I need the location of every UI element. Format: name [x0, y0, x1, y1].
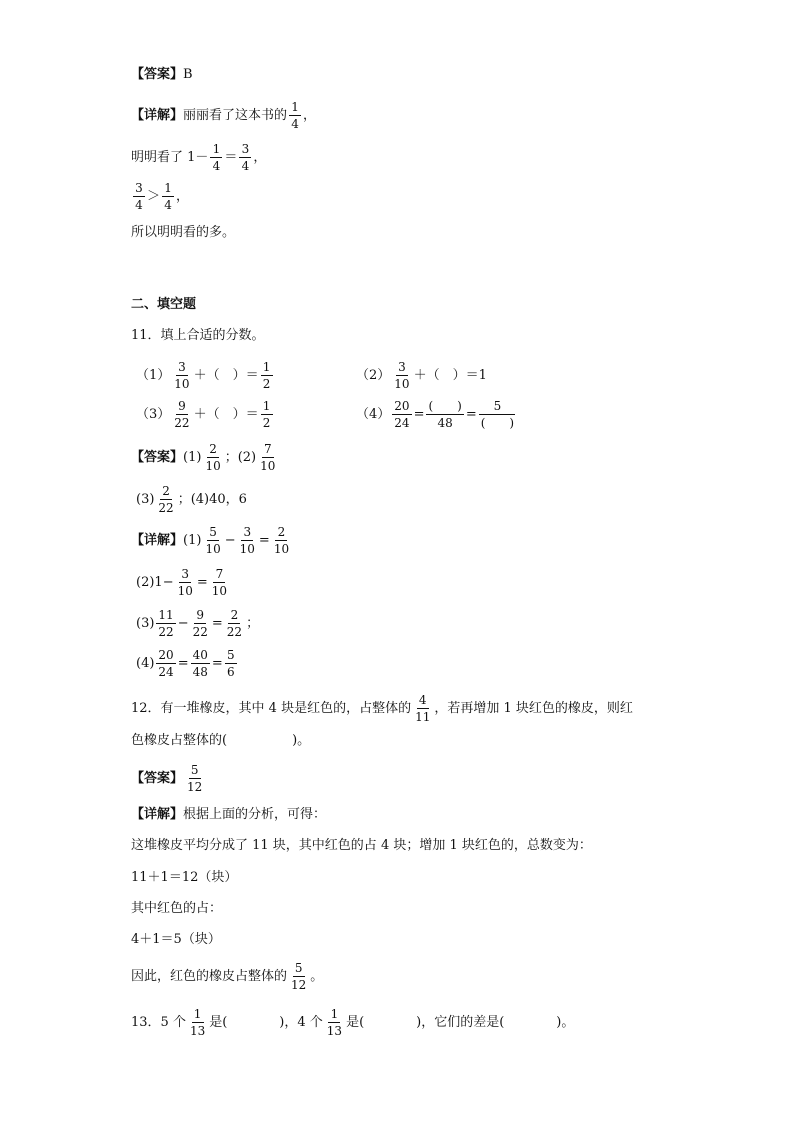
part-label: (3): [136, 492, 155, 508]
answer-tag: 【答案】: [131, 450, 184, 466]
fraction: $\frac{20}{24}$: [394, 399, 410, 431]
punct: 。: [310, 969, 324, 985]
q12-detail-line-6: [131, 961, 323, 993]
part-label: （2）: [356, 368, 391, 384]
detail-tag: 【详解】: [131, 533, 184, 549]
fraction: 5 12: [291, 961, 307, 993]
fraction: 11 22: [158, 608, 174, 640]
part-label: (1): [183, 450, 202, 466]
q11-part-1: [136, 360, 275, 392]
fraction: $\frac{9}{22}$: [192, 608, 208, 640]
fraction: 5 12: [187, 763, 203, 795]
expression: ＋（ ）＝: [193, 407, 259, 423]
q12-stem-line-1: [131, 693, 633, 725]
part-label: (4): [136, 656, 155, 672]
stem-text: ，若再增加 1 块红色的橡皮，则红: [434, 701, 633, 717]
fraction: $\frac{40}{48}$: [192, 648, 208, 680]
part-label: （3）: [136, 407, 171, 423]
fraction: $\frac{5}{6}$: [225, 648, 237, 680]
answer-rest: ；(4)40，6: [177, 492, 247, 508]
separator: ；(2): [224, 450, 257, 466]
equals-sign: =: [413, 407, 425, 423]
expression: ＋（ ）＝: [193, 368, 259, 384]
fraction: $\frac{3}{10}$: [239, 525, 255, 557]
fraction: 1 13: [326, 1007, 343, 1039]
equals-sign: =: [211, 616, 223, 632]
detail-tag: 【详解】: [131, 108, 184, 124]
q11-part-4: [356, 399, 518, 431]
section-title: 二、填空题: [131, 297, 197, 312]
fraction: 4 11: [415, 693, 431, 725]
part-label: (2): [136, 575, 155, 591]
punct: ，: [253, 150, 267, 166]
fraction: 3 4: [239, 142, 251, 174]
q11-detail-line-1: [131, 525, 293, 557]
greater-sign: ＞: [147, 189, 161, 205]
fraction: 3 4: [133, 181, 145, 213]
fraction: 1 2: [261, 399, 273, 431]
q12-detail-line-4: 其中红色的占：: [131, 901, 223, 916]
equals-sign: =: [465, 407, 477, 423]
part-label: （4）: [356, 407, 391, 423]
q12-detail-line-2: 这堆橡皮平均分成了 11 块，其中红色的占 4 块；增加 1 块红色的，总数变为：: [131, 838, 592, 853]
q11-part-2: [356, 360, 487, 392]
fraction: $\frac{2}{10}$: [273, 525, 290, 557]
punct: ；: [246, 616, 260, 632]
fraction: 1 4: [210, 142, 222, 174]
part-label: (3): [136, 616, 155, 632]
fraction: 1 4: [162, 181, 174, 213]
stem-text: 是( )，4 个: [209, 1015, 323, 1031]
fraction: 2 22: [158, 484, 174, 516]
q11-detail-line-3: [136, 608, 259, 640]
fraction: 5 10: [205, 525, 221, 557]
fraction: 7 10: [260, 442, 276, 474]
fraction: 9 22: [174, 399, 190, 431]
q13-stem: [131, 1007, 574, 1039]
detail-text: 根据上面的分析，可得：: [183, 807, 327, 822]
detail-text: 因此，红色的橡皮占整体的: [131, 969, 288, 985]
q10-detail-line-2: [131, 142, 266, 174]
fraction: $\frac{7}{10}$: [211, 567, 228, 599]
q11-answer-line-1: [131, 442, 279, 474]
q11-part-3: [136, 399, 275, 431]
fraction: 1 2: [261, 360, 273, 392]
fraction: 3 10: [394, 360, 410, 392]
answer-tag: 【答案】: [131, 67, 184, 82]
fraction: $\frac{20}{24}$: [158, 648, 174, 680]
q11-detail-line-2: [136, 567, 231, 599]
answer-tag: 【答案】: [131, 771, 184, 787]
fraction: 3 10: [174, 360, 190, 392]
expression: ＋（ ）＝1: [413, 368, 487, 384]
q12-detail-line-5: 4＋1＝5（块）: [131, 932, 221, 947]
punct: ，: [176, 189, 190, 205]
equals-sign: =: [211, 656, 223, 672]
equals-sign: =: [177, 656, 189, 672]
fraction: 1 4: [289, 100, 301, 132]
q12-detail-line-1: [131, 808, 326, 821]
punct: ，: [303, 108, 317, 124]
fraction: $\frac{2}{22}$: [226, 608, 243, 640]
stem-text: 12．有一堆橡皮，其中 4 块是红色的，占整体的: [131, 701, 412, 717]
minus-sign: −: [177, 616, 189, 632]
part-label: (1): [183, 533, 202, 549]
detail-text: 明明看了 1－: [131, 150, 209, 166]
minus-sign: −: [224, 533, 236, 549]
detail-tag: 【详解】: [131, 807, 184, 822]
q10-detail-line-4: [131, 226, 235, 239]
q12-answer-line: [131, 763, 206, 795]
fraction-blank-denominator: 5 ( ): [480, 399, 515, 431]
fraction: 2 10: [205, 442, 221, 474]
answer-value: B: [183, 67, 193, 82]
q11-stem: 11．填上合适的分数。: [131, 328, 265, 343]
q10-detail-line-3: [131, 181, 189, 213]
conclusion-text: 所以明明看的多。: [131, 225, 236, 240]
equals-sign: ＝: [224, 150, 238, 166]
expression: 1−: [154, 575, 174, 591]
q11-detail-line-4: [136, 648, 239, 680]
fraction: $\frac{3}{10}$: [177, 567, 193, 599]
equals-sign: =: [196, 575, 208, 591]
stem-text: 是( )，它们的差是( )。: [346, 1015, 575, 1031]
q10-answer-line: [131, 68, 193, 81]
q12-detail-line-3: 11＋1＝12（块）: [131, 870, 238, 885]
q12-stem-line-2: 色橡皮占整体的( )。: [131, 733, 311, 748]
fraction: 1 13: [189, 1007, 206, 1039]
q11-answer-line-2: [136, 484, 247, 516]
part-label: （1）: [136, 368, 171, 384]
equals-sign: =: [258, 533, 270, 549]
q10-detail-line-1: [131, 100, 316, 132]
fraction-blank-numerator: ( ) 48: [428, 399, 462, 431]
detail-text: 丽丽看了这本书的: [183, 108, 288, 124]
stem-text: 13．5 个: [131, 1015, 186, 1031]
